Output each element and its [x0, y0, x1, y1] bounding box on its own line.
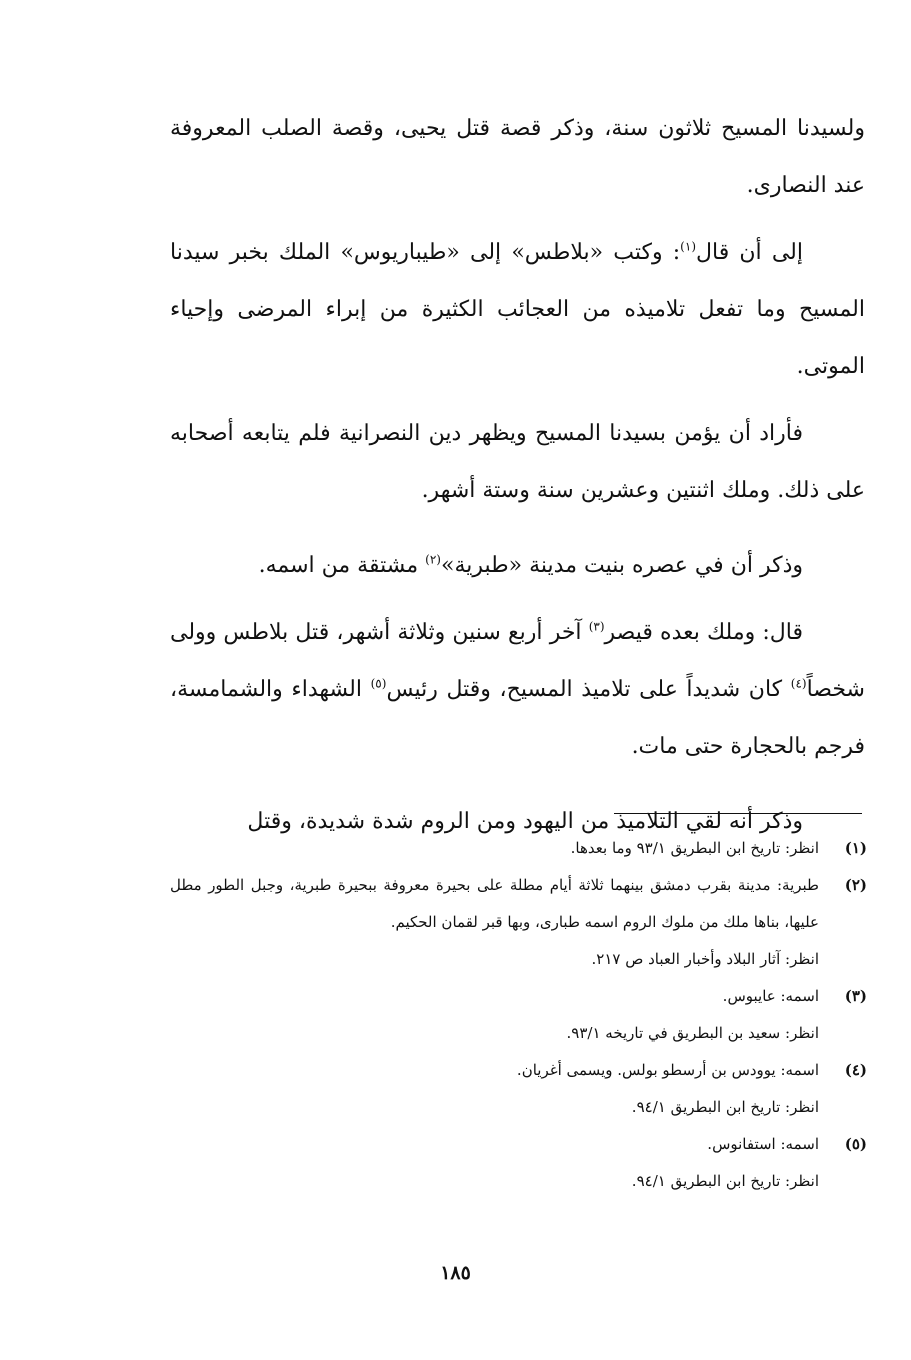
- paragraph-2: [170, 224, 865, 395]
- footnote-ref-3[interactable]: (٣): [588, 619, 605, 634]
- paragraph-2-text-b: : وكتب «بلاطس» إلى «طيباريوس» الملك بخبر سيدنا المسيح وما تفعل تلاميذه من العجائب الكثيرة من إبراء المرضى وإحياء الموتى.: [170, 240, 865, 379]
- footnote-line: اسمه: عايبوس.: [722, 987, 819, 1005]
- paragraph-5-text-a: قال: وملك بعده قيصر: [604, 620, 804, 645]
- main-text: [170, 100, 865, 850]
- footnote-number: (١): [844, 839, 867, 857]
- footnote-4: [170, 1052, 867, 1126]
- footnote-number: (٥): [844, 1135, 867, 1153]
- footnote-line: انظر: تاريخ ابن البطريق ٩٤/١.: [631, 1172, 819, 1190]
- footnote-line: انظر: سعيد بن البطريق في تاريخه ٩٣/١.: [566, 1024, 819, 1042]
- paragraph-5: [170, 604, 865, 775]
- footnote-ref-4[interactable]: (٤): [790, 676, 807, 691]
- footnote-line: طبرية: مدينة بقرب دمشق بينهما ثلاثة أيام مطلة على بحيرة معروفة ببحيرة طبرية، وجبل الطور مطل عليها، بناها ملك من ملوك الروم اسمه طبارى، وبها قبر لقمان الحكيم.: [170, 876, 819, 931]
- footnote-number: (٢): [844, 876, 867, 894]
- footnote-ref-5[interactable]: (٥): [370, 676, 387, 691]
- paragraph-3-text: فأراد أن يؤمن بسيدنا المسيح ويظهر دين النصرانية فلم يتابعه أصحابه على ذلك. وملك اثنتين وعشرين سنة وستة أشهر.: [170, 421, 865, 503]
- page-number: ١٨٥: [440, 1262, 471, 1284]
- footnote-2: [170, 867, 867, 978]
- footnote-ref-2[interactable]: (٢): [425, 552, 441, 567]
- paragraph-5-text-d: الشهداء والشمامسة، فرجم بالحجارة حتى مات.: [170, 677, 865, 759]
- paragraph-3: [170, 405, 865, 519]
- paragraph-6-text: وذكر أنه لقي التلاميذ من اليهود ومن الروم شدة شديدة، وقتل: [247, 809, 803, 834]
- footnote-line: اسمه: يوودس بن أرسطو بولس. ويسمى أغريان.: [516, 1061, 819, 1079]
- paragraph-4-text-a: وذكر أن في عصره بنيت مدينة «طبرية»: [440, 553, 803, 578]
- footnote-number: (٤): [844, 1061, 867, 1079]
- paragraph-1: ولسيدنا المسيح ثلاثون سنة، وذكر قصة قتل يحيى، وقصة الصلب المعروفة عند النصارى.: [170, 116, 865, 198]
- paragraph-2-text-a: إلى أن قال: [696, 240, 803, 265]
- paragraph-4: [170, 537, 865, 594]
- footnote-divider: [614, 813, 862, 814]
- footnote-line: انظر: تاريخ ابن البطريق ٩٤/١.: [631, 1098, 819, 1116]
- paragraph-5-text-b: آخر أربع سنين وثلاثة أشهر، قتل بلاطس وولى شخصاً: [170, 620, 865, 702]
- footnote-1: [170, 830, 867, 867]
- footnote-line: انظر: تاريخ ابن البطريق ٩٣/١ وما بعدها.: [570, 839, 819, 857]
- paragraph-4-text-b: مشتقة من اسمه.: [258, 553, 426, 578]
- footnote-line: انظر: آثار البلاد وأخبار العباد ص ٢١٧.: [591, 950, 819, 968]
- footnote-ref-1[interactable]: (١): [680, 239, 696, 254]
- footnote-3: [170, 978, 867, 1052]
- footnote-number: (٣): [844, 987, 867, 1005]
- footnotes: [170, 830, 867, 1200]
- paragraph-5-text-c: كان شديداً على تلاميذ المسيح، وقتل رئيس: [386, 677, 791, 702]
- footnote-line: اسمه: استفانوس.: [707, 1135, 819, 1153]
- footnote-5: [170, 1126, 867, 1200]
